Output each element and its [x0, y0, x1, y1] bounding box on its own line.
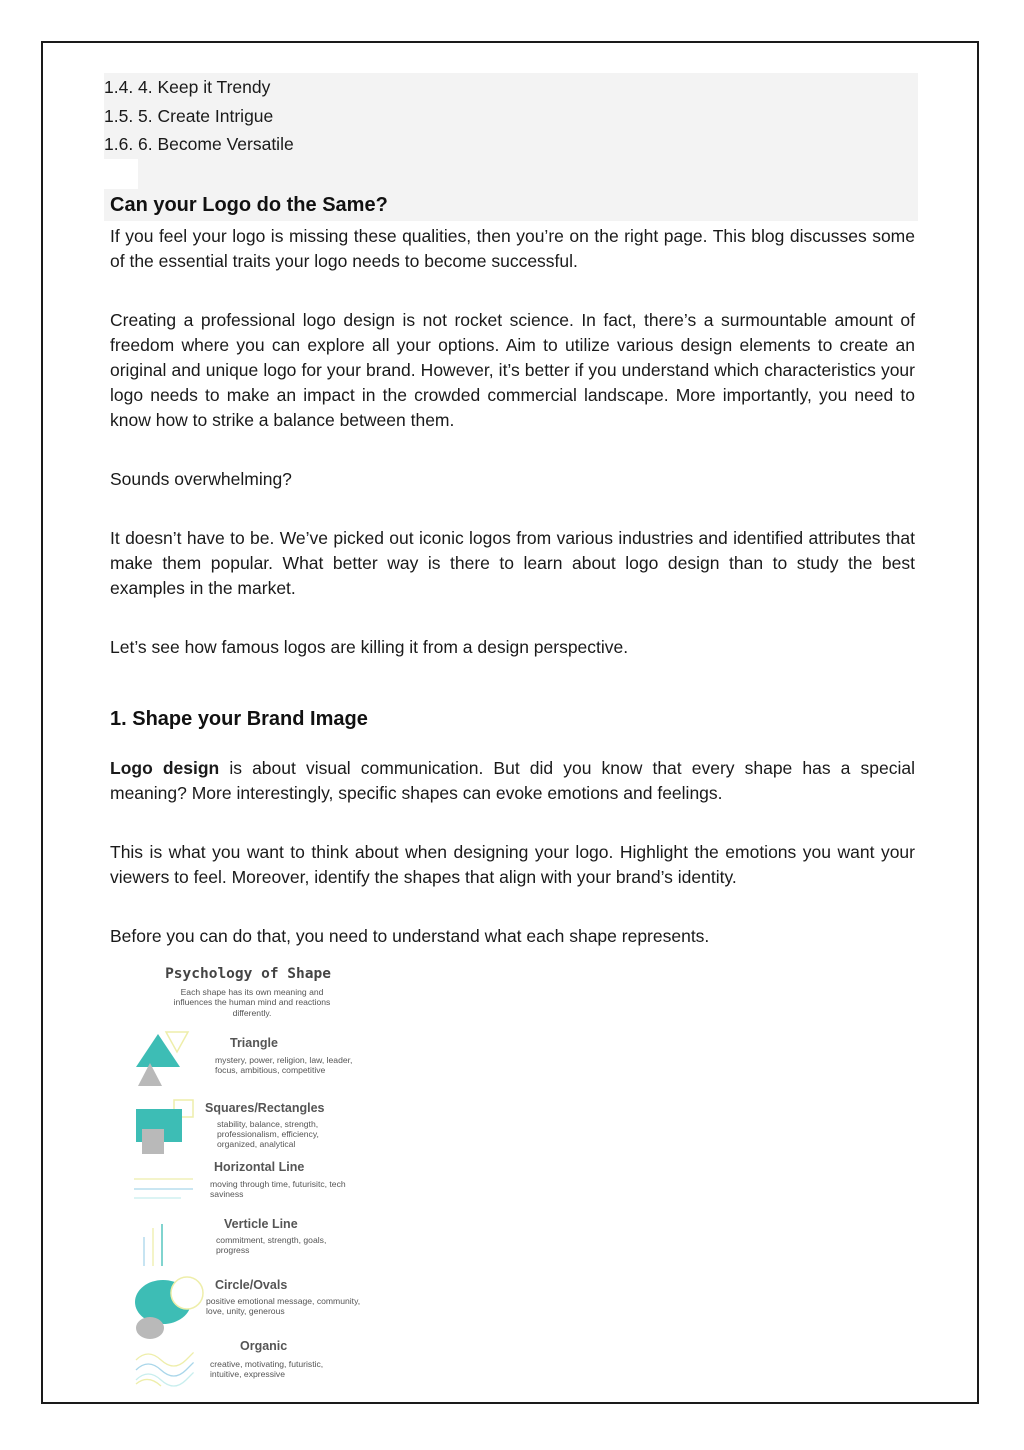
section-heading-shape-brand: 1. Shape your Brand Image — [110, 708, 368, 730]
shape-desc-squares: stability, balance, strength, professionalism, efficiency, organized, analytical — [217, 1119, 319, 1150]
paragraph-emotions: This is what you want to think about when designing your logo. Highlight the emotions you want your viewers to feel. Moreover, identify the shapes that align with your brand’s identity. — [110, 842, 915, 887]
shape-desc-organic: creative, motivating, futuristic, intuitive, expressive — [210, 1359, 324, 1380]
square-icon — [136, 1100, 193, 1154]
shape-name-organic: Organic — [240, 1339, 288, 1353]
logo-design-text: is about visual communication. But did you know that every shape has a special meaning? More interestingly, specific shapes can evoke emotions and feelings. — [110, 758, 915, 803]
shape-desc-triangle: mystery, power, religion, law, leader, focus, ambitious, competitive — [215, 1055, 353, 1076]
shape-name-circle: Circle/Ovals — [215, 1278, 288, 1292]
paragraph-logo-design — [110, 756, 915, 806]
paragraph-sounds-overwhelming: Sounds overwhelming? — [110, 469, 292, 489]
table-of-contents — [104, 73, 294, 159]
paragraph-intro: If you feel your logo is missing these qualities, then you’re on the right page. This blog discusses some of the essential traits your logo needs to become successful. — [110, 226, 915, 271]
toc-item-become-versatile[interactable]: 1.6. 6. Become Versatile — [104, 134, 294, 154]
paragraph-iconic-logos: It doesn’t have to be. We’ve picked out iconic logos from various industries and identified attributes that make them popular. What better way is there to learn about logo design than to study the best examples in the market. — [110, 528, 915, 598]
shape-desc-horizontal-line: moving through time, futurisitc, tech saviness — [210, 1179, 346, 1200]
shape-name-squares: Squares/Rectangles — [205, 1101, 325, 1115]
paragraph-famous-logos: Let’s see how famous logos are killing it from a design perspective. — [110, 637, 629, 657]
circle-icon — [135, 1277, 203, 1339]
shape-desc-circle: positive emotional message, community, love, unity, generous — [206, 1296, 361, 1317]
shape-desc-vertical-line: commitment, strength, goals, progress — [216, 1235, 327, 1256]
infographic-title: Psychology of Shape — [165, 966, 331, 982]
infographic-subtitle: Each shape has its own meaning and influences the human mind and reactions differently. — [173, 987, 331, 1018]
psychology-of-shape-infographic — [128, 960, 368, 1400]
shape-name-horizontal-line: Horizontal Line — [214, 1160, 305, 1174]
toc-item-keep-it-trendy[interactable]: 1.4. 4. Keep it Trendy — [104, 77, 271, 97]
vertical-line-icon — [144, 1224, 162, 1266]
shape-name-vertical-line: Verticle Line — [224, 1217, 298, 1231]
toc-item-create-intrigue[interactable]: 1.5. 5. Create Intrigue — [104, 105, 274, 126]
paragraph-professional-logo: Creating a professional logo design is not rocket science. In fact, there’s a surmountable amount of freedom where you can explore all your options. Aim to utilize various design elements to create an original and unique logo for your brand. However, it’s better if you understand which characteristics your logo needs to make an impact in the crowded commercial landscape. More importantly, you need to know how to strike a balance between them. — [110, 310, 915, 430]
horizontal-line-icon — [134, 1179, 193, 1198]
paragraph-before-you-can: Before you can do that, you need to understand what each shape represents. — [110, 926, 710, 946]
organic-icon — [136, 1353, 193, 1386]
shape-name-triangle: Triangle — [230, 1036, 278, 1050]
toc-background-notch — [104, 159, 138, 189]
section-heading-can-your-logo: Can your Logo do the Same? — [110, 194, 388, 216]
logo-design-link[interactable]: Logo design — [110, 758, 220, 778]
triangle-icon — [136, 1032, 188, 1086]
